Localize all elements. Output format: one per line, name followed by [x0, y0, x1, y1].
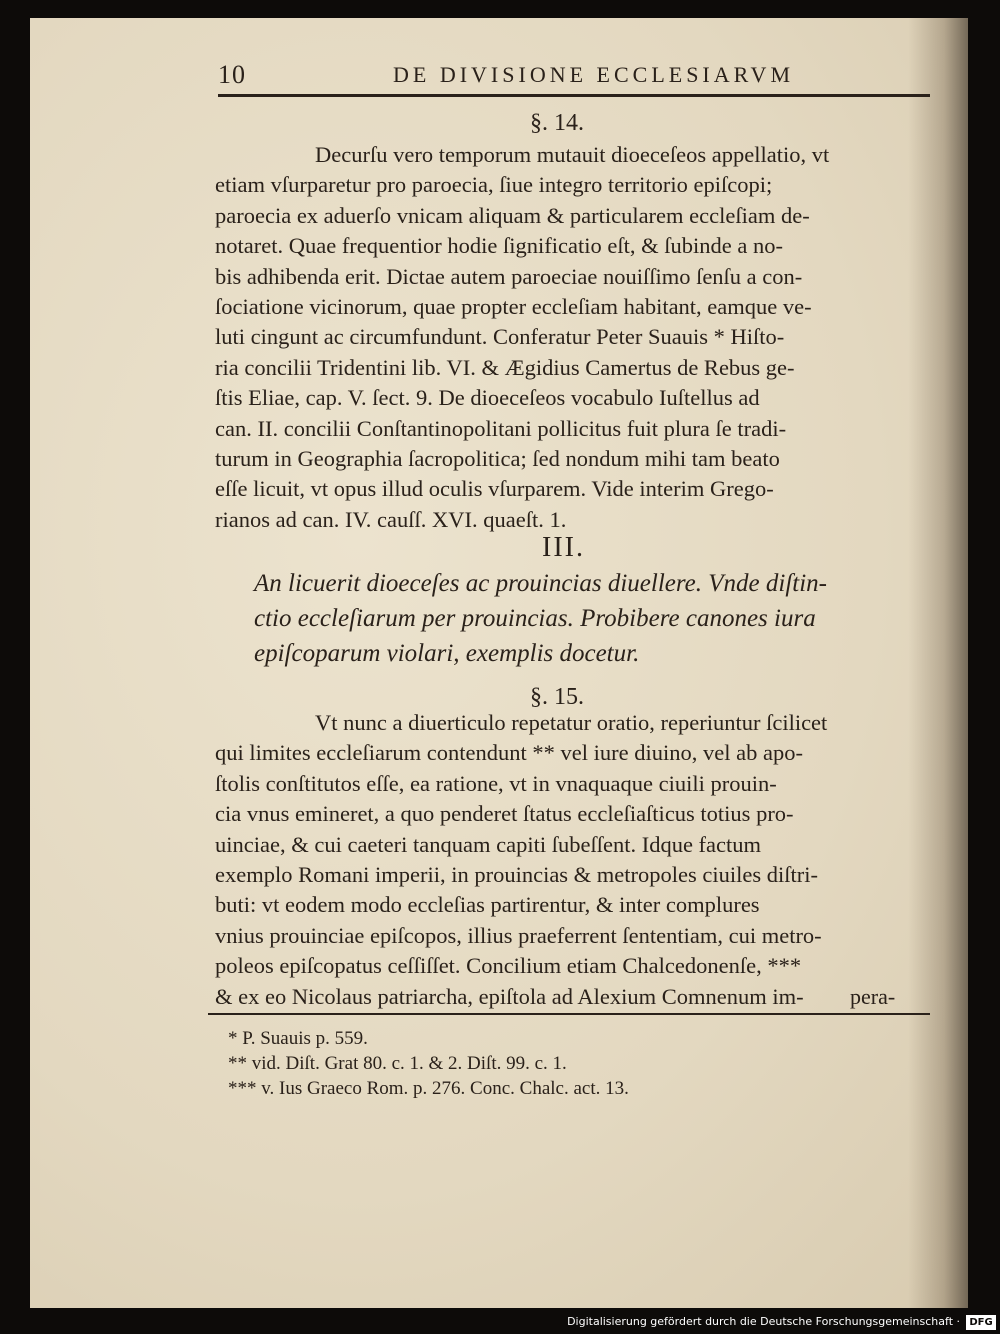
text-line: eſſe licuit, vt opus illud oculis vſurparem. Vide interim Grego- — [215, 476, 774, 502]
text-line: etiam vſurparetur pro paroecia, ſiue integro territorio epiſcopi; — [215, 172, 773, 198]
text-line: ſtolis conſtitutos eſſe, ea ratione, vt in vnaquaque ciuili prouin- — [215, 770, 777, 796]
text-line: & ex eo Nicolaus patriarcha, epiſtola ad Alexium Comnenum im- — [215, 983, 804, 1009]
page-header — [218, 60, 938, 90]
footnote: ** vid. Diſt. Grat 80. c. 1. & 2. Diſt. 99. c. 1. — [228, 1053, 567, 1074]
text-line: can. II. concilii Conſtantinopolitani pollicitus fuit plura ſe tradi- — [215, 415, 787, 441]
text-line: turum in Geographia ſacropolitica; ſed nondum mihi tam beato — [215, 446, 780, 472]
text-line: notaret. Quae frequentior hodie ſignificatio eſt, & ſubinde a no- — [215, 233, 783, 259]
text-line: vnius prouinciae epiſcopos, illius praeferrent ſententiam, cui metro- — [215, 922, 822, 948]
text-line: buti: vt eodem modo eccleſias partirentur, & inter complures — [215, 892, 760, 918]
chapter-title — [254, 566, 944, 671]
running-head: DE DIVISIONE ECCLESIARVM — [393, 62, 795, 87]
text-line: paroecia ex aduerſo vnicam aliquam & particularem eccleſiam de- — [215, 202, 810, 228]
section-14-mark: §. 14. — [530, 110, 584, 136]
section-15-paragraph — [215, 708, 917, 1012]
chapter-title-line: ctio eccleſiarum per prouincias. Probibere canones iura — [254, 605, 816, 632]
book-page — [30, 18, 968, 1308]
chapter-title-line: An licuerit dioeceſes ac prouincias diuellere. Vnde diſtin- — [254, 570, 827, 597]
section-14-paragraph — [215, 140, 917, 535]
text-line: ſtis Eliae, cap. V. ſect. 9. De dioeceſeos vocabulo Iuſtellus ad — [215, 385, 760, 411]
chapter-number: III. — [542, 532, 585, 563]
text-line: bis adhibenda erit. Dictae autem paroeciae nouiſſimo ſenſu a con- — [215, 263, 803, 289]
header-rule — [218, 94, 930, 97]
catchword: pera- — [850, 984, 896, 1009]
text-line: Vt nunc a diuerticulo repetatur oratio, reperiuntur ſcilicet — [315, 710, 828, 735]
section-15-mark: §. 15. — [530, 684, 584, 710]
text-line: exemplo Romani imperii, in prouincias & metropoles ciuiles diſtri- — [215, 862, 819, 888]
text-line: qui limites eccleſiarum contendunt ** vel iure diuino, vel ab apo- — [215, 740, 803, 766]
page-number: 10 — [218, 60, 246, 89]
text-line: Decurſu vero temporum mutauit dioeceſeos appellatio, vt — [315, 142, 830, 167]
text-line: rianos ad can. IV. cauſſ. XVI. quaeſt. 1. — [215, 506, 567, 532]
footnotes — [228, 1026, 629, 1101]
text-line: cia vnus emineret, a quo penderet ſtatus eccleſiaſticus totius pro- — [215, 801, 794, 827]
digitization-credit: Digitalisierung gefördert durch die Deutsche Forschungsgemeinschaft · — [567, 1315, 960, 1328]
text-line: poleos epiſcopatus ceſſiſſet. Concilium etiam Chalcedonenſe, *** — [215, 953, 802, 979]
text-line: uinciae, & cui caeteri tanquam capiti ſubeſſent. Idque factum — [215, 831, 762, 857]
footer-bar — [0, 1308, 1000, 1334]
footnote-rule — [208, 1013, 930, 1015]
chapter-title-line: epiſcoparum violari, exemplis docetur. — [254, 640, 640, 667]
text-line: ria concilii Tridentini lib. VI. & Ægidius Camertus de Rebus ge- — [215, 354, 795, 380]
footnote: *** v. Ius Graeco Rom. p. 276. Conc. Chalc. act. 13. — [228, 1078, 629, 1099]
dfg-logo: DFG — [966, 1315, 996, 1330]
text-line: ſociatione vicinorum, quae propter eccleſiam habitant, eamque ve- — [215, 294, 812, 320]
footnote: * P. Suauis p. 559. — [228, 1028, 368, 1049]
text-line: luti cingunt ac circumfundunt. Conferatur Peter Suauis * Hiſto- — [215, 324, 785, 350]
